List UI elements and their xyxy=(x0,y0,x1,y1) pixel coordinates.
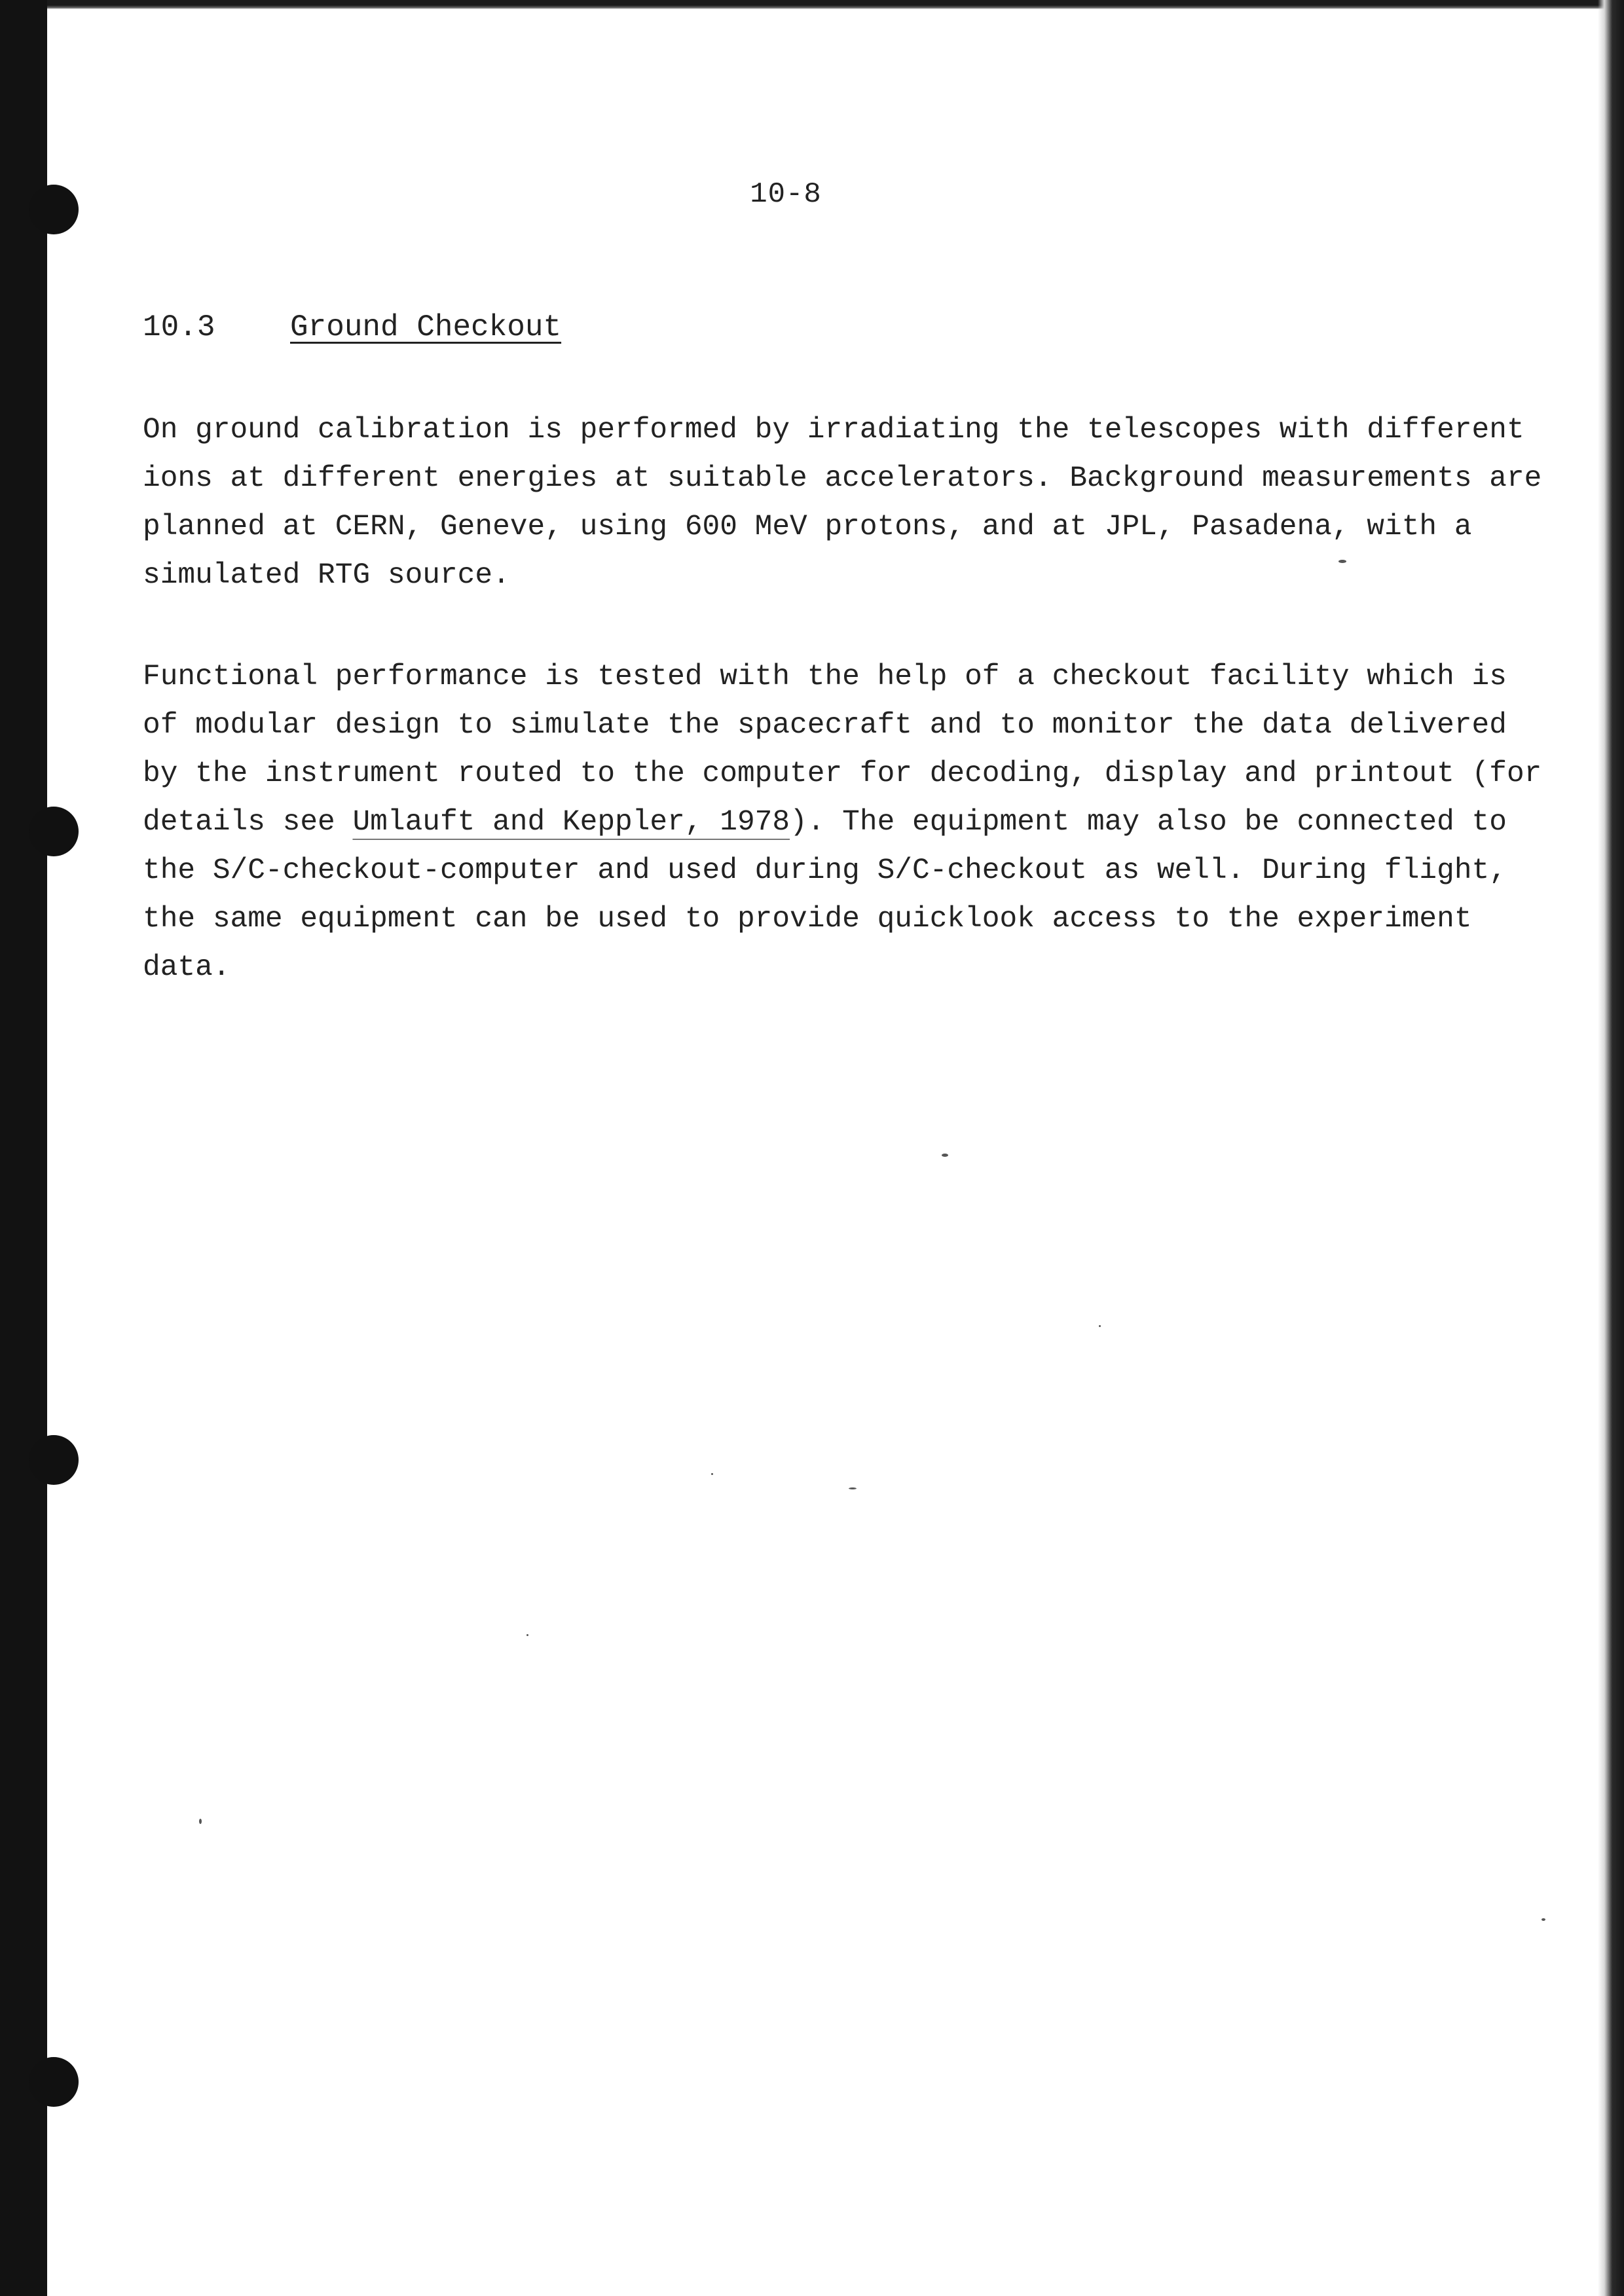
punch-hole xyxy=(29,807,79,856)
paragraph-line: On ground calibration is performed by irradiating the telescopes with different xyxy=(143,414,1524,446)
paragraph-line xyxy=(143,798,1507,847)
paragraph-line: ions at different energies at suitable accelerators. Background measurements are xyxy=(143,462,1542,495)
punch-hole xyxy=(29,2057,79,2107)
section-heading xyxy=(143,310,561,344)
paragraph-line: data. xyxy=(143,951,231,984)
scan-right-edge xyxy=(1598,0,1624,2296)
paragraph-functional-performance xyxy=(143,653,1542,992)
scan-speck xyxy=(1338,560,1346,563)
punch-hole xyxy=(29,1435,79,1485)
literature-reference: Umlauft and Keppler, 1978 xyxy=(352,806,790,839)
scan-speck xyxy=(1099,1325,1101,1327)
page-number: 10-8 xyxy=(750,178,822,211)
paragraph-line: the same equipment can be used to provide quicklook access to the experiment xyxy=(143,903,1472,936)
scan-speck xyxy=(1541,1918,1545,1921)
scan-speck xyxy=(942,1154,948,1157)
paragraph-line: Functional performance is tested with the help of a checkout facility which is xyxy=(143,661,1507,693)
scan-top-edge xyxy=(0,0,1624,9)
scan-speck xyxy=(199,1819,202,1824)
section-title: Ground Checkout xyxy=(290,310,562,344)
paragraph-line: the S/C-checkout-computer and used during S/C-checkout as well. During flight, xyxy=(143,854,1507,887)
text-segment: ). The equipment may also be connected to xyxy=(790,806,1507,839)
paragraph-line: planned at CERN, Geneve, using 600 MeV protons, and at JPL, Pasadena, with a xyxy=(143,511,1472,543)
scan-left-edge xyxy=(0,0,47,2296)
paragraph-line: simulated RTG source. xyxy=(143,559,510,592)
paragraph-line: of modular design to simulate the spacecraft and to monitor the data delivered xyxy=(143,709,1507,742)
scan-speck xyxy=(526,1634,528,1636)
section-number: 10.3 xyxy=(143,310,215,344)
text-segment: details see xyxy=(143,806,353,839)
paragraph-line: by the instrument routed to the computer for decoding, display and printout (for xyxy=(143,757,1542,790)
scan-speck xyxy=(849,1487,857,1489)
paragraph-calibration xyxy=(143,406,1542,600)
scan-speck xyxy=(711,1473,713,1475)
